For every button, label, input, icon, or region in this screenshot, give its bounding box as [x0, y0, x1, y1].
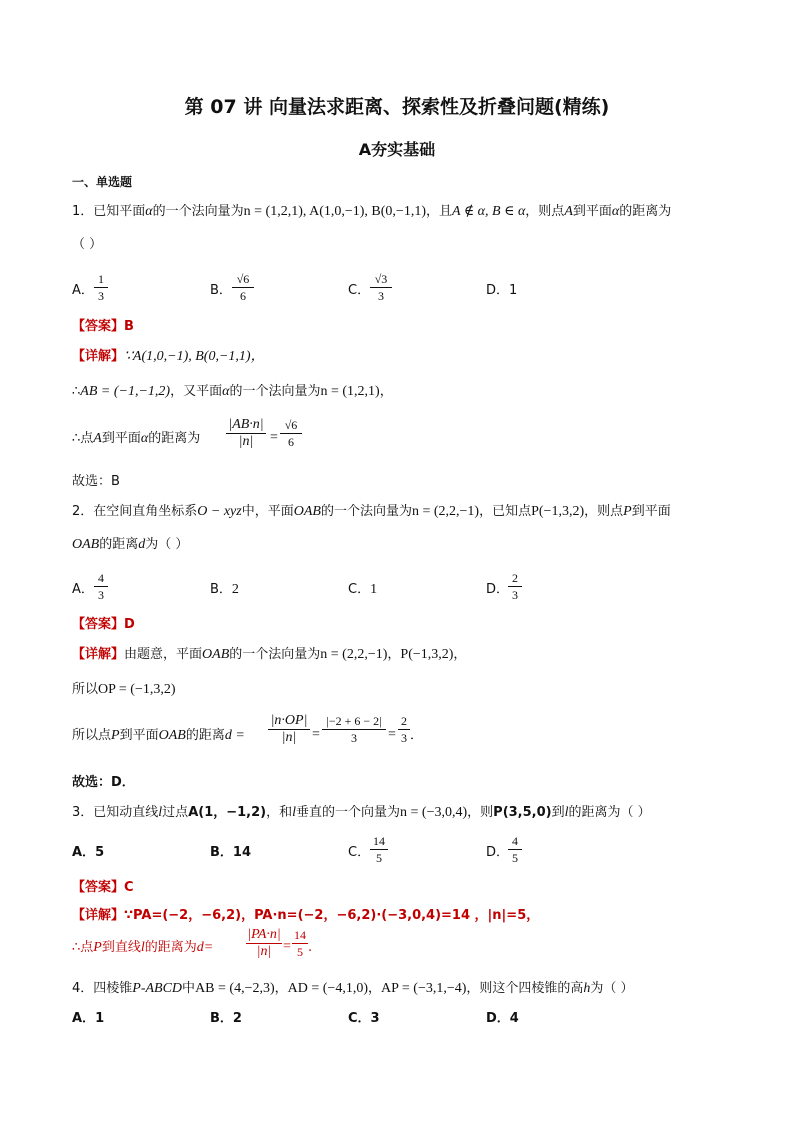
q2-distance-fraction: |n·OP| |n|: [268, 714, 310, 745]
q4-option-b: B．2: [210, 1011, 242, 1026]
q1-distance-eq: =: [270, 430, 278, 445]
q1-stem: 1．已知平面α的一个法向量为n = (1,2,1), A(1,0,−1), B(0,−1,1)，且A ∉ α, B ∈ α，则点A到平面α的距离为: [72, 204, 672, 219]
q2-detail-line2: 所以OP = (−1,3,2): [72, 682, 176, 697]
q3-detail-line1: 【详解】∵PA=(−2，−6,2)，PA·n=(−2，−6,2)·(−3,0,4)=14 ，|n|=5，: [72, 908, 540, 923]
q1-option-a-letter: A．: [72, 283, 94, 298]
q2-option-b: B．2: [210, 582, 239, 597]
q2-answer: 【答案】D: [72, 617, 135, 632]
q3-option-c-fraction: 14 5: [370, 834, 388, 865]
q1-option-b-fraction: √6 6: [232, 272, 254, 303]
q2-option-c: C．1: [348, 582, 378, 597]
q2-option-d-letter: D．: [486, 582, 510, 597]
q1-option-c-fraction: √3 3: [370, 272, 392, 303]
q2-distance-step: |−2 + 6 − 2| 3: [322, 714, 386, 745]
q3-option-b: B．14: [210, 845, 252, 860]
q4-option-a: A．1: [72, 1011, 105, 1026]
q2-stem: 2．在空间直角坐标系O − xyz中，平面OAB的一个法向量为n = (2,2,−1)，已知点P(−1,3,2)，则点P到平面: [72, 504, 671, 519]
q2-detail-line1: 【详解】由题意，平面OAB的一个法向量为n = (2,2,−1)，P(−1,3,2)，: [72, 647, 467, 662]
q1-option-b-letter: B．: [210, 283, 232, 298]
q2-distance-end: ．: [410, 728, 424, 743]
q2-option-d-fraction: 2 3: [508, 571, 522, 602]
q4-option-d: D．4: [486, 1011, 519, 1026]
q3-answer: 【答案】C: [72, 880, 134, 895]
q3-option-c-letter: C．: [348, 845, 371, 860]
q1-option-d: D．1: [486, 283, 518, 298]
q3-distance-end: .: [308, 940, 313, 955]
q2-distance-result: 2 3: [398, 714, 410, 745]
q1-option-a-fraction: 1 3: [94, 272, 108, 303]
q3-option-a: A．5: [72, 845, 105, 860]
q2-stem-line2: OAB的距离d为（ ）: [72, 537, 189, 552]
q4-stem: 4．四棱锥P-ABCD中AB = (4,−2,3)，AD = (−4,1,0)，AP = (−3,1,−4)，则这个四棱锥的高h为（ ）: [72, 981, 634, 996]
section-heading: 一、单选题: [72, 175, 133, 189]
q3-distance-fraction: |PA·n| |n|: [247, 927, 281, 959]
doc-title: 第 07 讲 向量法求距离、探索性及折叠问题(精练): [184, 96, 610, 118]
q1-paren: （ ）: [72, 237, 103, 252]
q3-option-d-letter: D．: [486, 845, 510, 860]
doc-subtitle: A夯实基础: [358, 140, 436, 159]
q1-distance-result: √6 6: [280, 418, 302, 449]
q4-option-c: C．3: [348, 1011, 380, 1026]
q3-option-d-fraction: 4 5: [508, 834, 522, 865]
q3-stem: 3．已知动直线l过点A(1，−1,2)，和l垂直的一个向量为n = (−3,0,4)，则P(3,5,0)到l的距离为（ ）: [72, 805, 651, 820]
q3-detail-line2: ∴点P到直线l的距离为d=: [72, 940, 214, 955]
q2-distance-eq2: =: [388, 727, 396, 742]
q1-detail-line1: 【详解】∵A(1,0,−1), B(0,−1,1)，: [72, 349, 265, 364]
q1-option-c-letter: C．: [348, 283, 371, 298]
q1-detail-line2: ∴AB = (−1,−1,2)，又平面α的一个法向量为n = (1,2,1)，: [72, 384, 393, 399]
q3-distance-eq: =: [283, 939, 291, 954]
q2-option-a-letter: A．: [72, 582, 94, 597]
q1-distance-fraction: |AB·n| |n|: [226, 418, 266, 449]
q1-answer: 【答案】B: [72, 319, 134, 334]
q1-choose: 故选：B: [72, 474, 120, 489]
q2-distance-eq1: =: [312, 727, 320, 742]
q3-distance-result: 14 5: [294, 928, 306, 959]
q2-detail-line3: 所以点P到平面OAB的距离d =: [72, 728, 245, 743]
q1-detail-line3: ∴点A到平面α的距离为: [72, 431, 201, 446]
q2-option-a-fraction: 4 3: [94, 571, 108, 602]
q2-choose: 故选：D．: [72, 775, 135, 790]
